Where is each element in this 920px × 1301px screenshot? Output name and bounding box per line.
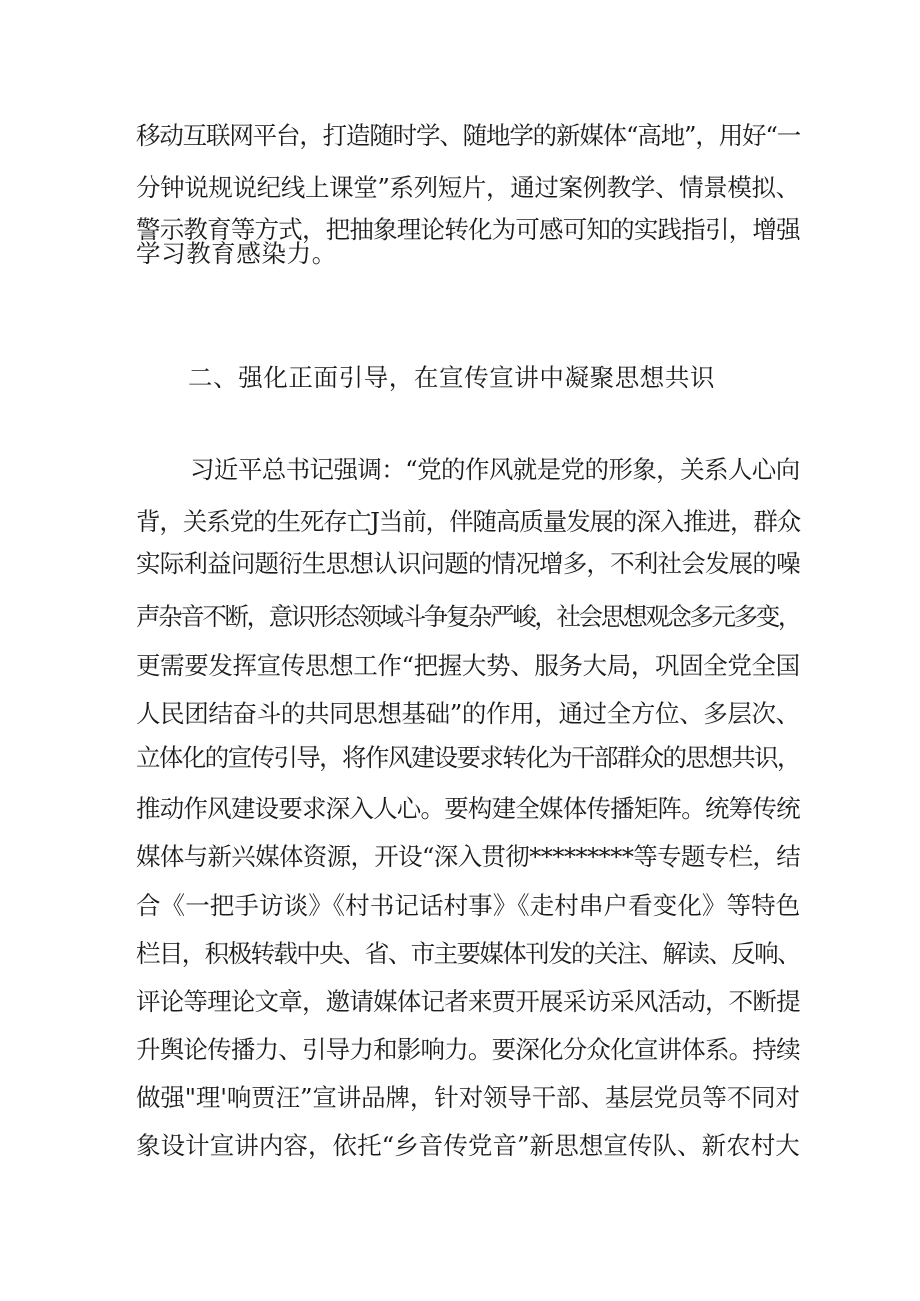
paragraph-line: 分钟说规说纪线上课堂”系列短片，通过案例教学、情景模拟、 [136, 173, 800, 202]
paragraph-line: 栏目，积极转载中央、省、市主要媒体刊发的关注、解读、反响、 [136, 939, 800, 968]
paragraph-line: 推动作风建设要求深入人心。要构建全媒体传播矩阵。统筹传统 [136, 794, 800, 823]
paragraph-line: 立体化的宣传引导，将作风建设要求转化为干部群众的思想共识， [136, 743, 800, 772]
paragraph-line: 学习教育感染力。 [136, 239, 337, 268]
paragraph-line: 实际利益问题衍生思想认识问题的情况增多，不利社会发展的噪 [136, 549, 800, 578]
paragraph-line: 移动互联网平台，打造随时学、随地学的新媒体“高地”，用好“一 [136, 121, 801, 150]
paragraph-line: 合《一把手访谈》《村书记话村事》《走村串户看变化》等特色 [136, 891, 801, 920]
paragraph-line: 人民团结奋斗的共同思想基础”的作用，通过全方位、多层次、 [136, 699, 800, 728]
section-heading: 二、强化正面引导，在宣传宣讲中凝聚思想共识 [188, 363, 716, 392]
paragraph-line: 媒体与新兴媒体资源，开设“深入贯彻*********等专题专栏，结 [136, 842, 801, 871]
paragraph-line: 评论等理论文章，邀请媒体记者来贾开展采访采风活动，不断提 [136, 987, 800, 1016]
paragraph-line: 象设计宣讲内容，依托“乡音传党音”新思想宣传队、新农村大 [136, 1131, 800, 1160]
paragraph-line: 升舆论传播力、引导力和影响力。要深化分众化宣讲体系。持续 [136, 1035, 800, 1064]
paragraph-line: 做强"理'响贾汪”宣讲品牌，针对领导干部、基层党员等不同对 [136, 1083, 800, 1112]
paragraph-line: 习近平总书记强调：“党的作风就是党的形象，关系人心向 [190, 455, 800, 484]
paragraph-line: 声杂音不断，意识形态领域斗争复杂严峻，社会思想观念多元多变， [136, 602, 800, 631]
paragraph-line: 背，关系党的生死存亡J当前，伴随高质量发展的深入推进，群众 [136, 507, 801, 536]
paragraph-line: 更需要发挥宣传思想工作“把握大势、服务大局，巩固全党全国 [136, 651, 800, 680]
paragraph-line: 警示教育等方式，把抽象理论转化为可感可知的实践指引，增强 [136, 215, 800, 244]
